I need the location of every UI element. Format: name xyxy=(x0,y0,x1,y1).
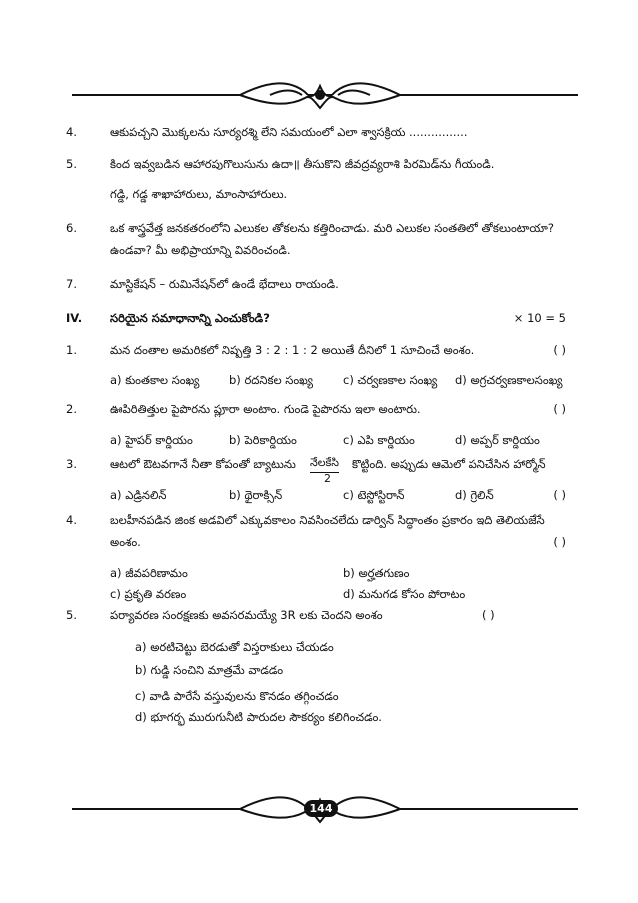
mcq1-text: మన దంతాల అమరికలో నిష్పత్తి 3 : 2 : 1 : 2 అయితే దీనిలో 1 సూచించే అంశం. xyxy=(110,343,475,357)
mcq5-text: పర్యావరణ సంరక్షణకు అవసరమయ్యే 3R లకు చెందని అంశం xyxy=(110,608,383,622)
mcq2-option-b: b) పెరికార్డియం xyxy=(229,433,297,447)
mcq4-text: బలహీనపడిన జింక అడవిలో ఎక్కువకాలం నివసించలేదు డార్విన్ సిద్ధాంతం ప్రకారం ఇది తెలియజేసే xyxy=(110,513,545,527)
mcq3-option-c: c) టెస్టోస్టిరాన్ xyxy=(343,488,405,502)
mcq5-option-d: d) భూగర్భ మురుగునీటి పారుదల సౌకర్యం కలిగించడం. xyxy=(135,710,382,724)
mcq2-option-a: a) హైపర్ కార్డియం xyxy=(110,433,193,447)
mcq2-bracket: ( ) xyxy=(553,402,566,416)
mcq1-option-c: c) చర్వణకాల సంఖ్య xyxy=(343,373,438,387)
section-number: IV. xyxy=(66,311,83,325)
q4-text: ఆకుపచ్చని మొక్కలను సూర్యరశ్మి లేని సమయంలో ఎలా శ్వాసక్రియ ................ xyxy=(110,125,468,139)
mcq3-option-d: d) గ్రెలిన్ xyxy=(455,488,494,502)
mcq4-bracket: ( ) xyxy=(553,535,566,549)
header-ornament-icon xyxy=(230,78,410,112)
mcq1-number: 1. xyxy=(66,343,77,357)
mcq3-fraction-top: నేలకేసి xyxy=(310,456,339,473)
mcq1-option-b: b) రదనికల సంఖ్య xyxy=(229,373,313,387)
mcq3-bracket: ( ) xyxy=(553,488,566,502)
mcq5-option-c: c) వాడి పారేసే వస్తువులను కొనడం తగ్గించడం xyxy=(135,689,339,703)
mcq3-fraction-bottom: 2 xyxy=(324,472,331,485)
mcq5-option-a: a) అరటిచెట్టు బెరడుతో విస్తరాకులు చేయడం xyxy=(135,640,334,654)
q5-number: 5. xyxy=(66,157,77,171)
mcq4-option-b: b) అర్హతగుణం xyxy=(343,566,410,580)
mcq5-bracket: ( ) xyxy=(482,608,495,622)
mcq4-option-c: c) ప్రకృతి వరణం xyxy=(110,587,187,601)
q6-text-line2: ఉండవా? మీ అభిప్రాయాన్ని వివరించండి. xyxy=(110,243,291,257)
section-title: సరియైన సమాధానాన్ని ఎంచుకోండి? xyxy=(110,311,270,325)
q6-text: ఒక శాస్త్రవేత్త జనకతరంలోని ఎలుకల తోకలను కత్తిరించాడు. మరి ఎలుకల సంతతిలో తోకలుంటాయా? xyxy=(110,221,554,235)
q7-number: 7. xyxy=(66,277,77,291)
mcq4-option-a: a) జీవపరిణామం xyxy=(110,566,188,580)
q6-number: 6. xyxy=(66,221,77,235)
section-marks: × 10 = 5 xyxy=(513,311,566,325)
mcq1-option-d: d) అగ్రచర్వణకాలసంఖ్య xyxy=(455,373,563,387)
q5-text: కింద ఇవ్వబడిన ఆహారపుగొలుసును ఉదా॥ తీసుకొని జీవద్రవ్యరాశి పిరమిడ్‌ను గీయండి. xyxy=(110,157,495,171)
mcq2-option-d: d) అప్పర్ కార్డియం xyxy=(455,433,540,447)
mcq1-bracket: ( ) xyxy=(553,343,566,357)
mcq2-text: ఊపిరితిత్తుల పైపొరను ప్లూరా అంటాం. గుండె పైపొరను ఇలా అంటారు. xyxy=(110,402,421,416)
page-number: 144 xyxy=(304,800,338,817)
mcq3-option-b: b) థైరాక్సిన్ xyxy=(229,488,283,502)
mcq5-number: 5. xyxy=(66,608,77,622)
mcq3-text: ఆటలో ఔటవగానే నీతా కోపంతో బ్యాటును xyxy=(110,457,296,471)
mcq1-option-a: a) కుంతకాల సంఖ్య xyxy=(110,373,200,387)
q7-text: మాస్టికేషన్ – రుమినేషన్‌లో ఉండే భేదాలు రాయండి. xyxy=(110,277,339,291)
mcq3-text-b: కొట్టింది. అప్పుడు ఆమెలో పనిచేసిన హార్మోన్ xyxy=(352,457,546,471)
mcq3-option-a: a) ఎడ్రినలిన్ xyxy=(110,488,167,502)
q5-text-line2: గడ్డి, గడ్డ శాఖాహారులు, మాంసాహారులు. xyxy=(110,187,288,201)
q4-number: 4. xyxy=(66,125,77,139)
mcq4-option-d: d) మనుగడ కోసం పోరాటం xyxy=(343,587,466,601)
mcq4-number: 4. xyxy=(66,513,77,527)
mcq2-option-c: c) ఎపి కార్డియం xyxy=(343,433,415,447)
mcq5-option-b: b) గుడ్డి సంచిని మాత్రమే వాడడం xyxy=(135,663,284,677)
mcq4-text-line2: అంశం. xyxy=(110,535,141,549)
mcq2-number: 2. xyxy=(66,402,77,416)
mcq3-number: 3. xyxy=(66,457,77,471)
